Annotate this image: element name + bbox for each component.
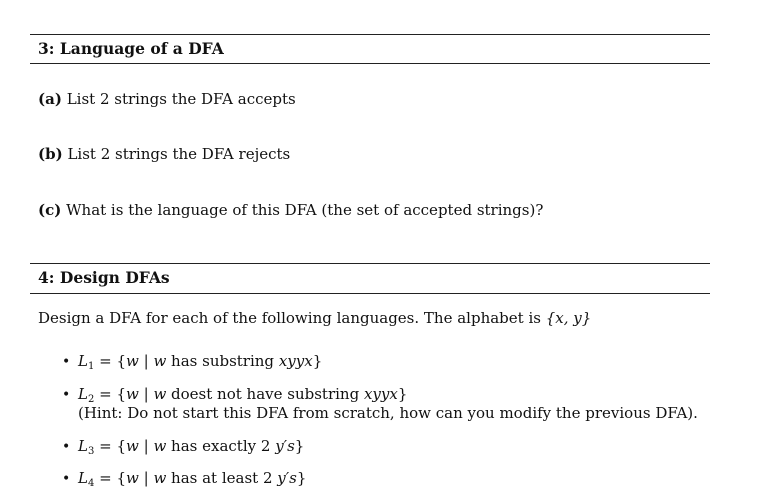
word-var: w bbox=[153, 469, 167, 487]
language-var: L bbox=[78, 385, 88, 403]
section-3-top-rule bbox=[30, 34, 710, 35]
set-bar: | bbox=[138, 352, 154, 370]
bullet-icon: • bbox=[62, 471, 71, 487]
set-open: = { bbox=[94, 437, 126, 455]
section-4-title: 4: Design DFAs bbox=[38, 268, 170, 287]
condition-text: has exactly 2 bbox=[166, 437, 276, 455]
language-var: L bbox=[78, 437, 88, 455]
condition-text: has substring bbox=[166, 352, 279, 370]
set-close: } bbox=[294, 437, 305, 455]
set-close: } bbox=[296, 469, 307, 487]
word-var: w bbox=[126, 469, 139, 487]
section-4-intro bbox=[38, 309, 591, 327]
condition-expr: xyyx bbox=[363, 385, 398, 403]
alphabet-set: {x, y} bbox=[545, 309, 592, 327]
set-close: } bbox=[312, 352, 323, 370]
question-3b-label: (b) bbox=[38, 145, 63, 163]
question-3b bbox=[38, 145, 290, 163]
word-var: w bbox=[153, 352, 167, 370]
set-open: = { bbox=[94, 385, 126, 403]
language-var: L bbox=[78, 352, 88, 370]
question-3c-label: (c) bbox=[38, 201, 62, 219]
question-3a-text: List 2 strings the DFA accepts bbox=[66, 90, 296, 108]
hint-text: (Hint: Do not start this DFA from scratch, how can you modify the previous DFA). bbox=[78, 404, 698, 422]
set-close: } bbox=[397, 385, 408, 403]
language-subscript: 1 bbox=[87, 361, 95, 372]
language-item-3 bbox=[62, 437, 304, 457]
set-bar: | bbox=[138, 469, 154, 487]
set-bar: | bbox=[138, 437, 154, 455]
language-item-1 bbox=[62, 352, 322, 372]
set-open: = { bbox=[94, 469, 126, 487]
language-var: L bbox=[78, 469, 88, 487]
section-4-intro-text: Design a DFA for each of the following languages. The alphabet is bbox=[38, 309, 541, 327]
condition-expr: y′s bbox=[275, 437, 295, 455]
word-var: w bbox=[126, 437, 139, 455]
section-3-title: 3: Language of a DFA bbox=[38, 39, 224, 58]
bullet-icon: • bbox=[62, 387, 71, 403]
question-3b-text: List 2 strings the DFA rejects bbox=[67, 145, 291, 163]
section-4-top-rule bbox=[30, 263, 710, 264]
set-open: = { bbox=[94, 352, 126, 370]
condition-text: doest not have substring bbox=[166, 385, 364, 403]
section-3-bottom-rule bbox=[30, 63, 710, 64]
bullet-icon: • bbox=[62, 354, 71, 370]
condition-expr: xyyx bbox=[278, 352, 313, 370]
question-3a bbox=[38, 90, 296, 108]
language-item-2 bbox=[62, 385, 407, 405]
language-subscript: 3 bbox=[87, 446, 95, 457]
condition-expr: y′s bbox=[277, 469, 297, 487]
set-bar: | bbox=[138, 385, 154, 403]
word-var: w bbox=[126, 385, 139, 403]
word-var: w bbox=[153, 437, 167, 455]
question-3c bbox=[38, 201, 543, 219]
bullet-icon: • bbox=[62, 439, 71, 455]
question-3a-label: (a) bbox=[38, 90, 62, 108]
question-3c-text: What is the language of this DFA (the set of accepted strings)? bbox=[66, 201, 544, 219]
language-subscript: 4 bbox=[87, 478, 95, 489]
word-var: w bbox=[126, 352, 139, 370]
section-4-bottom-rule bbox=[30, 293, 710, 294]
condition-text: has at least 2 bbox=[166, 469, 278, 487]
language-item-4 bbox=[62, 469, 306, 489]
language-subscript: 2 bbox=[87, 394, 95, 405]
word-var: w bbox=[153, 385, 167, 403]
